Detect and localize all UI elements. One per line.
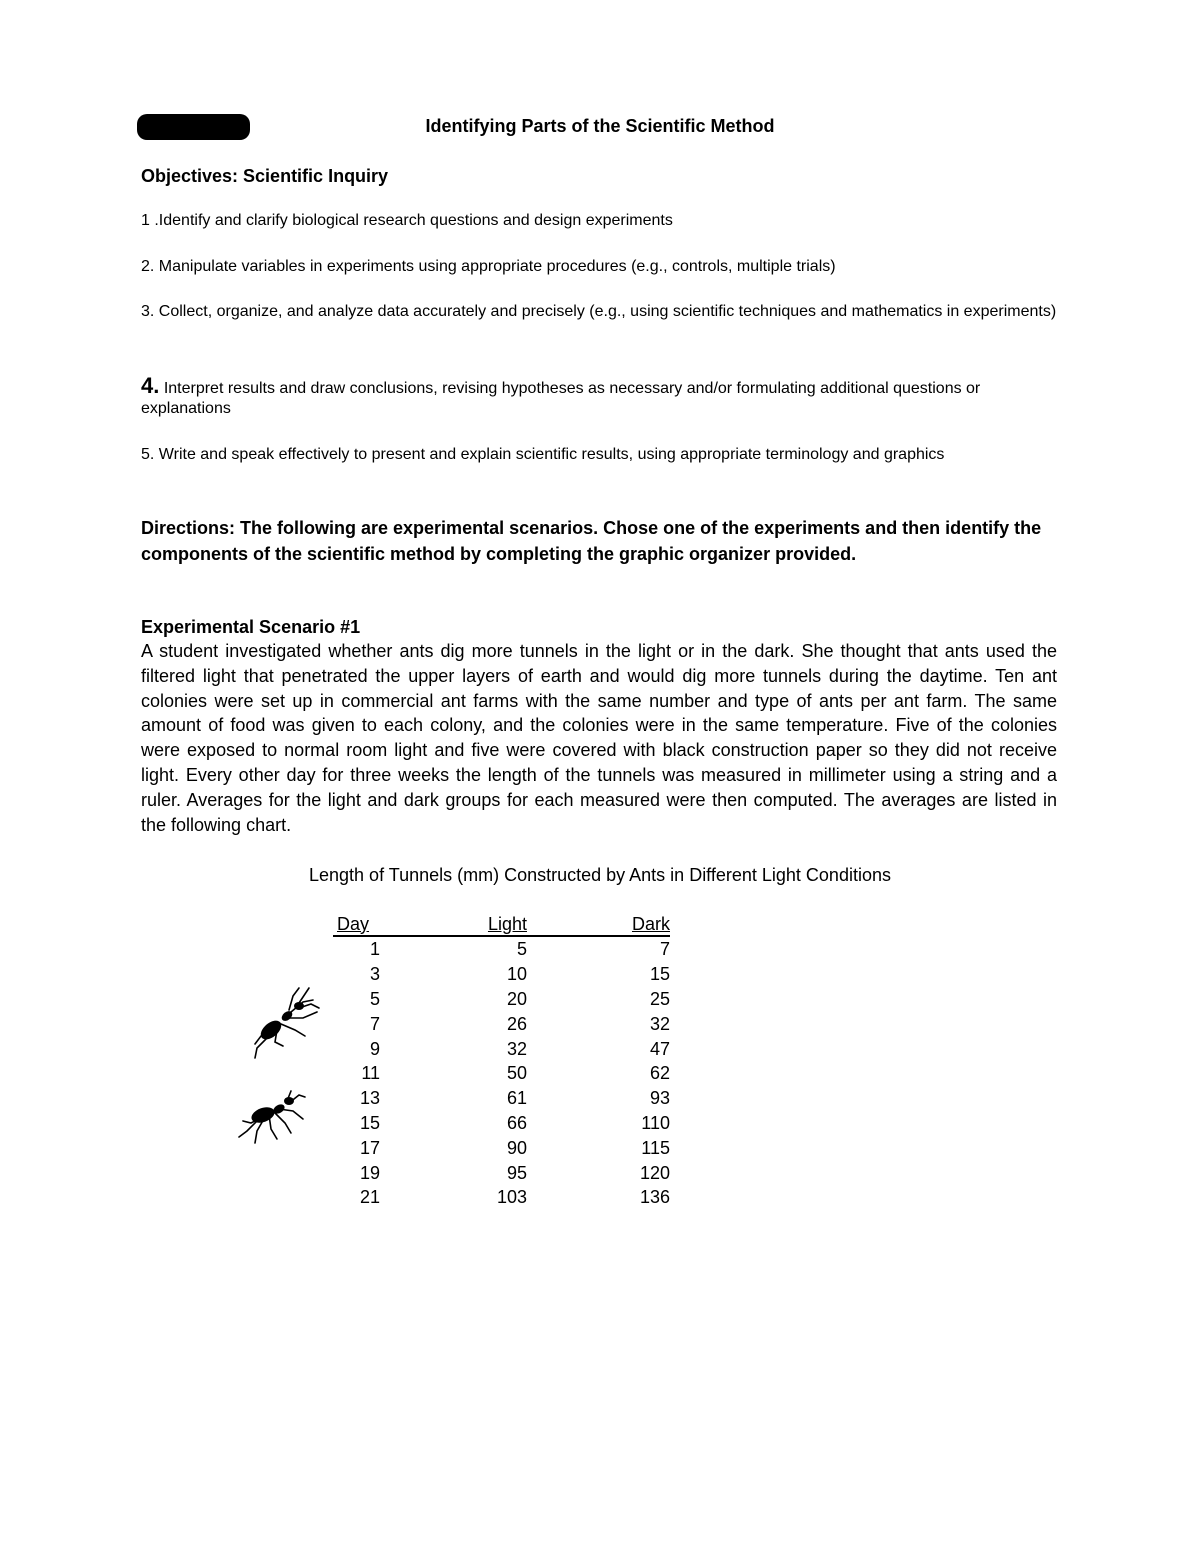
scenario-paragraph: A student investigated whether ants dig more tunnels in the light or in the dark. She thought that ants used the filtered light that penetrated the upper layers of earth and would dig more tunnels during the daytime. Ten ant colonies were set up in commercial ant farms with the same number and type of ants per ant farm. The same amount of food was given to each colony, and the colonies were in the same temperature. Five of the colonies were exposed to normal room light and five were covered with black construction paper so they did not receive light. Every other day for three weeks the length of the tunnels was measured in millimeter using a string and a ruler. Averages for the light and dark groups for each measured were then computed. The averages are listed in the following chart. <box>141 641 1057 835</box>
cell-day: 17 <box>359 1137 380 1158</box>
cell-dark: 93 <box>649 1088 670 1109</box>
objective-number: 3. <box>141 303 159 320</box>
objective-number: 2. <box>141 258 159 275</box>
table-row <box>333 1111 670 1136</box>
cell-dark: 115 <box>641 1137 670 1158</box>
objective-text: Collect, organize, and analyze data accurately and precisely (e.g., using scientific techniques and mathematics in experiments) <box>158 303 1057 320</box>
objective-text: Write and speak effectively to present and explain scientific results, using appropriate terminology and graphics <box>158 446 945 463</box>
document-title: Identifying Parts of the Scientific Method <box>425 116 775 136</box>
cell-light: 95 <box>506 1162 527 1183</box>
cell-day: 5 <box>369 988 380 1009</box>
cell-dark: 136 <box>639 1187 670 1208</box>
cell-dark: 110 <box>641 1112 670 1133</box>
table-row <box>333 1011 670 1036</box>
objective-2 <box>141 257 1061 277</box>
cell-day: 21 <box>359 1187 380 1208</box>
cell-dark: 7 <box>659 939 670 960</box>
cell-light: 50 <box>506 1063 527 1084</box>
cell-day: 3 <box>369 964 380 985</box>
objective-number: 4. <box>141 373 160 398</box>
cell-light: 61 <box>506 1088 527 1109</box>
cell-light: 66 <box>506 1112 527 1133</box>
cell-dark: 62 <box>649 1063 670 1084</box>
cell-day: 7 <box>369 1013 380 1034</box>
cell-light: 10 <box>506 964 527 985</box>
header-day: Day <box>333 912 380 936</box>
cell-light: 26 <box>506 1013 527 1034</box>
cell-day: 13 <box>359 1088 380 1109</box>
table-row <box>333 1036 670 1061</box>
objectives-heading: Objectives: Scientific Inquiry <box>141 166 389 186</box>
objective-5 <box>141 445 1061 465</box>
objective-text: Interpret results and draw conclusions, revising hypotheses as necessary and/or formulating additional questions or explanations <box>141 380 981 417</box>
cell-dark: 120 <box>639 1162 670 1183</box>
cell-dark: 32 <box>649 1013 670 1034</box>
cell-dark: 47 <box>649 1038 670 1059</box>
cell-light: 5 <box>516 939 527 960</box>
table-row <box>333 962 670 987</box>
ant-icon <box>235 1087 311 1147</box>
cell-dark: 25 <box>649 988 670 1009</box>
cell-day: 19 <box>359 1162 380 1183</box>
cell-day: 1 <box>369 939 380 960</box>
cell-day: 15 <box>359 1112 380 1133</box>
table-body <box>333 936 670 1210</box>
objective-4 <box>141 373 1061 419</box>
table-row <box>333 936 670 962</box>
objective-number: 1 . <box>141 212 159 229</box>
objective-1 <box>141 211 1061 231</box>
cell-light: 90 <box>506 1137 527 1158</box>
cell-light: 20 <box>506 988 527 1009</box>
objective-number: 5. <box>141 446 159 463</box>
header-light: Light <box>380 912 527 936</box>
table-row <box>333 1061 670 1086</box>
objective-text: Manipulate variables in experiments using appropriate procedures (e.g., controls, multiple trials) <box>158 258 836 275</box>
table-header-row <box>333 912 670 936</box>
table-row <box>333 1185 670 1210</box>
cell-dark: 15 <box>649 964 670 985</box>
cell-light: 103 <box>496 1187 527 1208</box>
table-row <box>333 1086 670 1111</box>
table-row <box>333 1135 670 1160</box>
cell-day: 9 <box>369 1038 380 1059</box>
cell-day: 11 <box>361 1063 380 1084</box>
objective-text: Identify and clarify biological research questions and design experiments <box>158 212 673 229</box>
objective-3 <box>141 302 1061 322</box>
ant-icon <box>247 984 321 1062</box>
scenario-heading: Experimental Scenario #1 <box>141 617 361 637</box>
table-caption: Length of Tunnels (mm) Constructed by Ants in Different Light Conditions <box>309 865 891 885</box>
table-row <box>333 987 670 1012</box>
directions-text: Directions: The following are experimental scenarios. Chose one of the experiments and then identify the components of the scientific method by completing the graphic organizer provided. <box>141 518 1042 564</box>
tunnel-length-table <box>333 912 670 1210</box>
table-row <box>333 1160 670 1185</box>
cell-light: 32 <box>506 1038 527 1059</box>
header-dark: Dark <box>527 912 670 936</box>
